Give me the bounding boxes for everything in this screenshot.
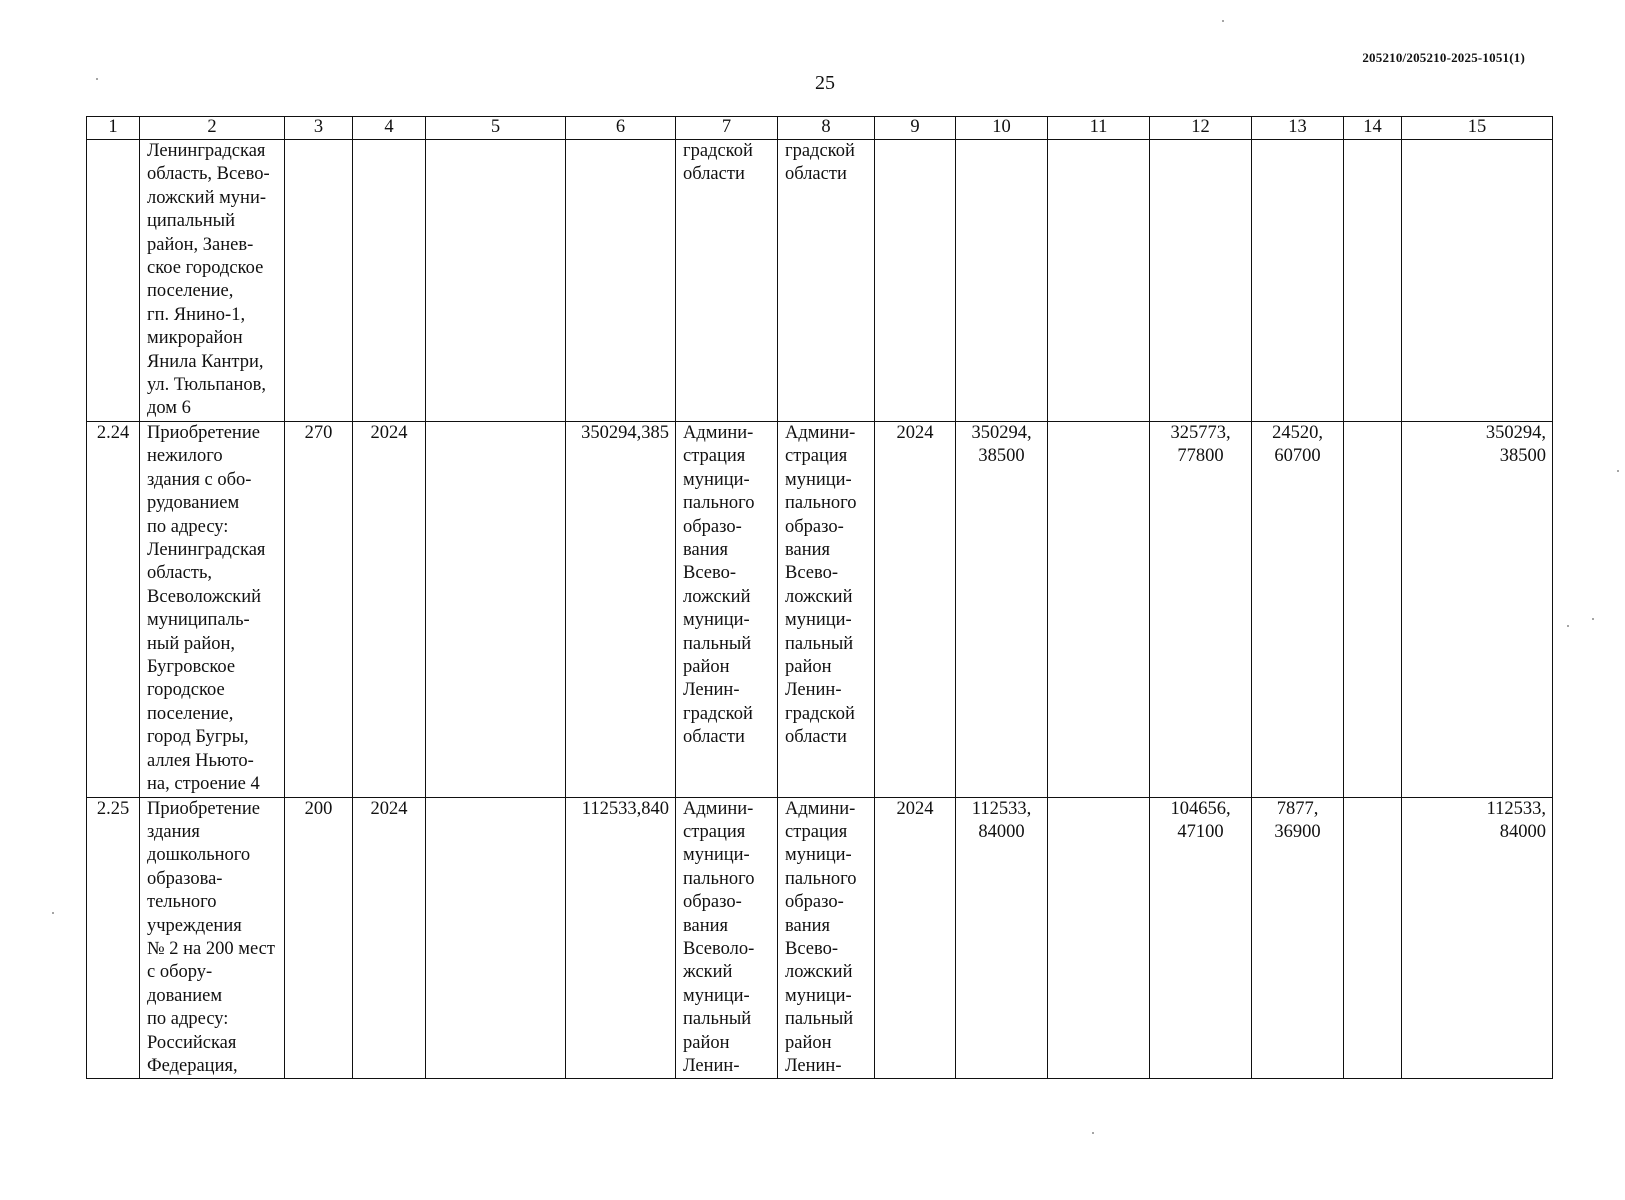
developer-cell bbox=[778, 140, 875, 422]
amount-cell bbox=[1344, 422, 1402, 798]
amount-cell bbox=[1402, 422, 1553, 798]
table-row bbox=[87, 797, 1553, 1079]
cell-text-line: по адресу: bbox=[147, 1009, 229, 1030]
amount-cell bbox=[1402, 797, 1553, 1079]
cell-text-line: градской bbox=[683, 141, 753, 161]
cell-text-line: градской bbox=[785, 703, 855, 724]
column-number: 15 bbox=[1402, 117, 1553, 140]
cell-text-line: поселение, bbox=[147, 281, 234, 302]
column-number: 7 bbox=[676, 117, 778, 140]
cell-text-line: 24520, bbox=[1272, 423, 1323, 443]
cell-text-line: Админи- bbox=[785, 798, 856, 819]
column-number: 12 bbox=[1150, 117, 1252, 140]
amount-cell bbox=[1252, 422, 1344, 798]
column-number: 8 bbox=[778, 117, 875, 140]
customer-cell bbox=[676, 140, 778, 422]
cell-text-line: 47100 bbox=[1177, 821, 1224, 842]
row-number-cell bbox=[87, 140, 140, 422]
cell-text-line: микрорайон bbox=[147, 328, 243, 349]
amount-cell bbox=[1402, 140, 1553, 422]
column-number: 13 bbox=[1252, 117, 1344, 140]
column-number: 9 bbox=[875, 117, 956, 140]
cell-text-line: область, Всево- bbox=[147, 164, 270, 185]
year-cell: 2024 bbox=[353, 797, 426, 1079]
cell-text-line: муници- bbox=[785, 985, 852, 1006]
column-number: 11 bbox=[1048, 117, 1150, 140]
column-number: 1 bbox=[87, 117, 140, 140]
cell-text-line: 350294, bbox=[971, 423, 1032, 443]
cell-text-line: Ленин- bbox=[785, 1055, 842, 1076]
amount-cell bbox=[1344, 140, 1402, 422]
page-number: 25 bbox=[815, 72, 835, 94]
cell-text-line: на, строение 4 bbox=[147, 774, 260, 795]
object-name-cell bbox=[140, 797, 285, 1079]
table-row bbox=[87, 422, 1553, 798]
amount-cell bbox=[1344, 797, 1402, 1079]
cell-text-line: дом 6 bbox=[147, 398, 191, 419]
cell-text-line: муници- bbox=[785, 610, 852, 631]
cell-text-line: Приобретение bbox=[147, 423, 260, 443]
column-number: 4 bbox=[353, 117, 426, 140]
amount-cell bbox=[1150, 422, 1252, 798]
amount-cell bbox=[956, 422, 1048, 798]
cell-text-line: район bbox=[683, 1032, 730, 1053]
cell-text-line: Ленин- bbox=[683, 680, 740, 701]
cell-text-line: вания bbox=[785, 915, 831, 936]
cell-text-line: Ленин- bbox=[683, 1055, 740, 1076]
col5-cell bbox=[426, 797, 566, 1079]
document-id: 205210/205210-2025-1051(1) bbox=[1362, 50, 1525, 65]
cost-cell: 350294,385 bbox=[566, 422, 676, 798]
cell-text-line: район, Занев- bbox=[147, 234, 254, 255]
col5-cell bbox=[426, 140, 566, 422]
amount-cell bbox=[1252, 140, 1344, 422]
cell-text-line: Российская bbox=[147, 1032, 237, 1053]
developer-cell bbox=[778, 797, 875, 1079]
cell-text-line: Всево- bbox=[683, 563, 737, 584]
column-number-row bbox=[87, 117, 1553, 140]
cell-text-line: области bbox=[683, 727, 745, 748]
amount-cell bbox=[1252, 797, 1344, 1079]
year-cell: 2024 bbox=[875, 422, 956, 798]
cell-text-line: муници- bbox=[683, 469, 750, 490]
cell-text-line: город Бугры, bbox=[147, 727, 249, 748]
cell-text-line: Всево- bbox=[785, 563, 839, 584]
cell-text-line: пальный bbox=[683, 633, 752, 654]
cell-text-line: ложский bbox=[785, 586, 853, 607]
cell-text-line: Всеволо- bbox=[683, 938, 755, 959]
col5-cell bbox=[426, 422, 566, 798]
row-number-cell: 2.24 bbox=[87, 422, 140, 798]
cell-text-line: муници- bbox=[683, 985, 750, 1006]
cell-text-line: 84000 bbox=[1499, 821, 1546, 842]
cell-text-line: городское bbox=[147, 680, 225, 701]
cell-text-line: страция bbox=[683, 446, 746, 467]
cell-text-line: муниципаль- bbox=[147, 610, 250, 631]
customer-cell bbox=[676, 422, 778, 798]
year-cell: 2024 bbox=[353, 422, 426, 798]
amount-cell bbox=[956, 140, 1048, 422]
column-number: 14 bbox=[1344, 117, 1402, 140]
cell-text-line: здания bbox=[147, 821, 200, 842]
cell-text-line: по адресу: bbox=[147, 516, 229, 537]
cell-text-line: пального bbox=[683, 493, 755, 514]
cell-text-line: № 2 на 200 мест bbox=[147, 938, 275, 959]
cell-text-line: Приобретение bbox=[147, 798, 260, 819]
cell-text-line: 7877, bbox=[1276, 798, 1319, 819]
cost-cell: 112533,840 bbox=[566, 797, 676, 1079]
row-number-cell: 2.25 bbox=[87, 797, 140, 1079]
cell-text-line: градской bbox=[683, 703, 753, 724]
cell-text-line: ское городское bbox=[147, 258, 264, 279]
column-number: 5 bbox=[426, 117, 566, 140]
cell-text-line: пальный bbox=[785, 633, 854, 654]
cell-text-line: 84000 bbox=[978, 821, 1025, 842]
cell-text-line: ул. Тюльпанов, bbox=[147, 375, 266, 396]
cell-text-line: Админи- bbox=[683, 423, 754, 443]
cell-text-line: нежилого bbox=[147, 446, 223, 467]
cell-text-line: 112533, bbox=[971, 798, 1032, 819]
cell-text-line: пального bbox=[785, 493, 857, 514]
cell-text-line: пального bbox=[785, 868, 857, 889]
cell-text-line: вания bbox=[785, 540, 831, 561]
column-number: 2 bbox=[140, 117, 285, 140]
cell-text-line: Ленин- bbox=[785, 680, 842, 701]
cell-text-line: здания с обо- bbox=[147, 469, 252, 490]
cell-text-line: муници- bbox=[785, 469, 852, 490]
cell-text-line: ложский муни- bbox=[147, 187, 267, 208]
cell-text-line: Всеволожский bbox=[147, 586, 262, 607]
cell-text-line: 38500 bbox=[1499, 446, 1546, 467]
cell-text-line: градской bbox=[785, 141, 855, 161]
column-number: 6 bbox=[566, 117, 676, 140]
table-row-continuation bbox=[87, 140, 1553, 422]
developer-cell bbox=[778, 422, 875, 798]
cell-text-line: ный район, bbox=[147, 633, 235, 654]
object-address-cell bbox=[140, 140, 285, 422]
cell-text-line: образо- bbox=[683, 516, 742, 537]
cell-text-line: Бугровское bbox=[147, 657, 236, 678]
cell-text-line: с обору- bbox=[147, 962, 213, 983]
cell-text-line: 325773, bbox=[1170, 423, 1231, 443]
cell-text-line: 36900 bbox=[1274, 821, 1321, 842]
cell-text-line: муници- bbox=[683, 845, 750, 866]
cell-text-line: дошкольного bbox=[147, 845, 251, 866]
cell-text-line: Ленинградская bbox=[147, 540, 266, 561]
cell-text-line: рудованием bbox=[147, 493, 240, 514]
cell-text-line: образо- bbox=[785, 516, 844, 537]
amount-cell bbox=[1150, 797, 1252, 1079]
capacity-cell: 270 bbox=[285, 422, 353, 798]
amount-cell bbox=[956, 797, 1048, 1079]
year-cell bbox=[875, 140, 956, 422]
cell-text-line: Янила Кантри, bbox=[147, 351, 264, 372]
cell-text-line: Админи- bbox=[785, 423, 856, 443]
column-number: 10 bbox=[956, 117, 1048, 140]
cell-text-line: страция bbox=[785, 446, 848, 467]
cell-text-line: страция bbox=[785, 821, 848, 842]
amount-cell bbox=[1048, 797, 1150, 1079]
cell-text-line: пальный bbox=[785, 1009, 854, 1030]
budget-table bbox=[86, 116, 1553, 1079]
cell-text-line: 350294, bbox=[1485, 423, 1546, 443]
cell-text-line: жский bbox=[683, 962, 733, 983]
cell-text-line: пального bbox=[683, 868, 755, 889]
cell-text-line: 77800 bbox=[1177, 446, 1224, 467]
cell-text-line: поселение, bbox=[147, 703, 234, 724]
cell-text-line: дованием bbox=[147, 985, 223, 1006]
cell-text-line: Админи- bbox=[683, 798, 754, 819]
capacity-cell: 200 bbox=[285, 797, 353, 1079]
cell-text-line: учреждения bbox=[147, 915, 242, 936]
cell-text-line: 104656, bbox=[1170, 798, 1231, 819]
cell-text-line: 60700 bbox=[1274, 446, 1321, 467]
cell-text-line: тельного bbox=[147, 892, 217, 913]
cell-text-line: ложский bbox=[683, 586, 751, 607]
cell-text-line: вания bbox=[683, 915, 729, 936]
cell-text-line: аллея Ньюто- bbox=[147, 750, 254, 771]
customer-cell bbox=[676, 797, 778, 1079]
cell-text-line: области bbox=[785, 164, 847, 185]
cell-text-line: образо- bbox=[683, 892, 742, 913]
cell-text-line: страция bbox=[683, 821, 746, 842]
year-cell bbox=[353, 140, 426, 422]
cell-text-line: район bbox=[785, 657, 832, 678]
cell-text-line: муници- bbox=[683, 610, 750, 631]
cell-text-line: вания bbox=[683, 540, 729, 561]
amount-cell bbox=[1048, 140, 1150, 422]
cell-text-line: пальный bbox=[683, 1009, 752, 1030]
cell-text-line: области bbox=[683, 164, 745, 185]
capacity-cell bbox=[285, 140, 353, 422]
cell-text-line: образова- bbox=[147, 868, 223, 889]
cell-text-line: Всево- bbox=[785, 938, 839, 959]
cell-text-line: район bbox=[785, 1032, 832, 1053]
cell-text-line: Ленинградская bbox=[147, 141, 266, 161]
cost-cell bbox=[566, 140, 676, 422]
column-number: 3 bbox=[285, 117, 353, 140]
year-cell: 2024 bbox=[875, 797, 956, 1079]
cell-text-line: гп. Янино-1, bbox=[147, 304, 246, 325]
object-name-cell bbox=[140, 422, 285, 798]
cell-text-line: Федерация, bbox=[147, 1055, 238, 1076]
cell-text-line: области bbox=[785, 727, 847, 748]
cell-text-line: ложский bbox=[785, 962, 853, 983]
amount-cell bbox=[1150, 140, 1252, 422]
cell-text-line: 38500 bbox=[978, 446, 1025, 467]
cell-text-line: образо- bbox=[785, 892, 844, 913]
cell-text-line: муници- bbox=[785, 845, 852, 866]
amount-cell bbox=[1048, 422, 1150, 798]
cell-text-line: ципальный bbox=[147, 211, 235, 232]
cell-text-line: область, bbox=[147, 563, 213, 584]
cell-text-line: 112533, bbox=[1486, 798, 1546, 819]
cell-text-line: район bbox=[683, 657, 730, 678]
